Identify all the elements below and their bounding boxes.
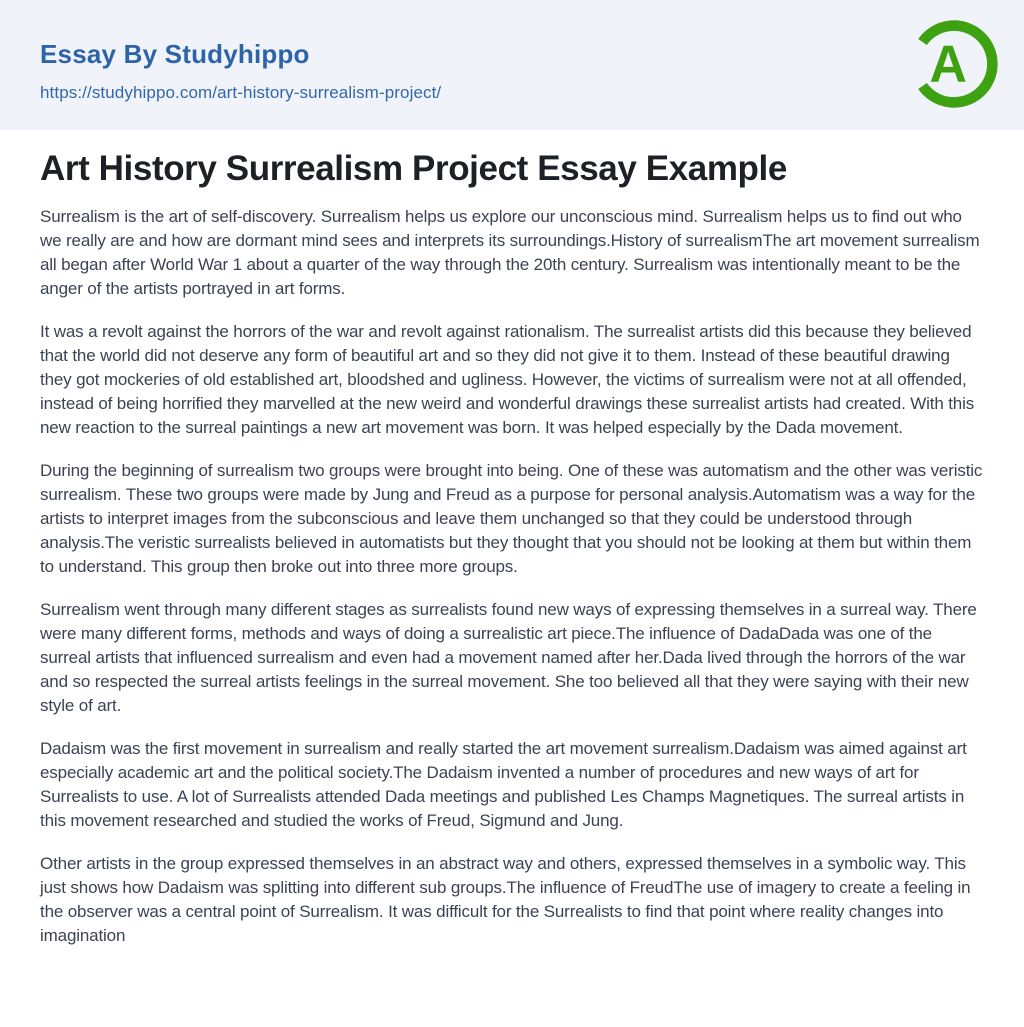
essay-paragraph: Dadaism was the first movement in surrealism and really started the art movement surrealism.Dadaism was aimed against art especially academic art and the political society.The Dadaism invented a number of procedures and new ways of art for Surrealists to use. A lot of Surrealists attended Dada meetings and published Les Champs Magnetiques. The surreal artists in this movement researched and studied the works of Freud, Sigmund and Jung.: [40, 738, 967, 830]
essay-source-link[interactable]: https://studyhippo.com/art-history-surrealism-project/: [40, 82, 442, 102]
essay-paragraph: Surrealism is the art of self-discovery. Surrealism helps us explore our unconscious mind. Surrealism helps us to find out who we really are and how are dormant mind sees and interprets its surroundings.History of surrealismThe art movement surrealism all began after World War 1 about a quarter of the way through the 20th century. Surrealism was intentionally meant to be the anger of the artists portrayed in art forms.: [40, 206, 980, 298]
essay-paragraph: Surrealism went through many different stages as surrealists found new ways of expressing themselves in a surreal way. There were many different forms, methods and ways of doing a surrealistic art piece.The influence of DadaDada was one of the surreal artists that influenced surrealism and even had a movement named after her.Dada lived through the horrors of the war and so respected the surreal artists feelings in the surreal movement. She too believed all that they were saying with their new style of art.: [40, 599, 977, 715]
page-header: [0, 0, 1024, 130]
studyhippo-logo-icon: [906, 16, 1002, 112]
essay-paragraph: It was a revolt against the horrors of the war and revolt against rationalism. The surrealist artists did this because they believed that the world did not deserve any form of beautiful art and so they did not give it to them. Instead of these beautiful drawing they got mockeries of old established art, bloodshed and ugliness. However, the victims of surrealism were not at all offended, instead of being horrified they marvelled at the new weird and wonderful drawings these surrealist artists had created. With this new reaction to the surreal paintings a new art movement was born. It was helped especially by the Dada movement.: [40, 321, 975, 437]
essay-article: [0, 130, 1024, 948]
page-title: Art History Surrealism Project Essay Example: [40, 149, 787, 188]
essay-paragraph: Other artists in the group expressed themselves in an abstract way and others, expressed themselves in a symbolic way. This just shows how Dadaism was splitting into different sub groups.The influence of FreudThe use of imagery to create a feeling in the observer was a central point of Surrealism. It was difficult for the Surrealists to find that point where reality changes into imagination: [40, 853, 971, 945]
site-title: Essay By Studyhippo: [40, 39, 310, 69]
essay-paragraph: During the beginning of surrealism two groups were brought into being. One of these was automatism and the other was veristic surrealism. These two groups were made by Jung and Freud as a purpose for personal analysis.Automatism was a way for the artists to interpret images from the subconscious and leave them unchanged so that they could be understood through analysis.The veristic surrealists believed in automatists but they thought that you should not be looking at them but within them to understand. This group then broke out into three more groups.: [40, 460, 983, 576]
logo-letter: A: [929, 34, 967, 93]
